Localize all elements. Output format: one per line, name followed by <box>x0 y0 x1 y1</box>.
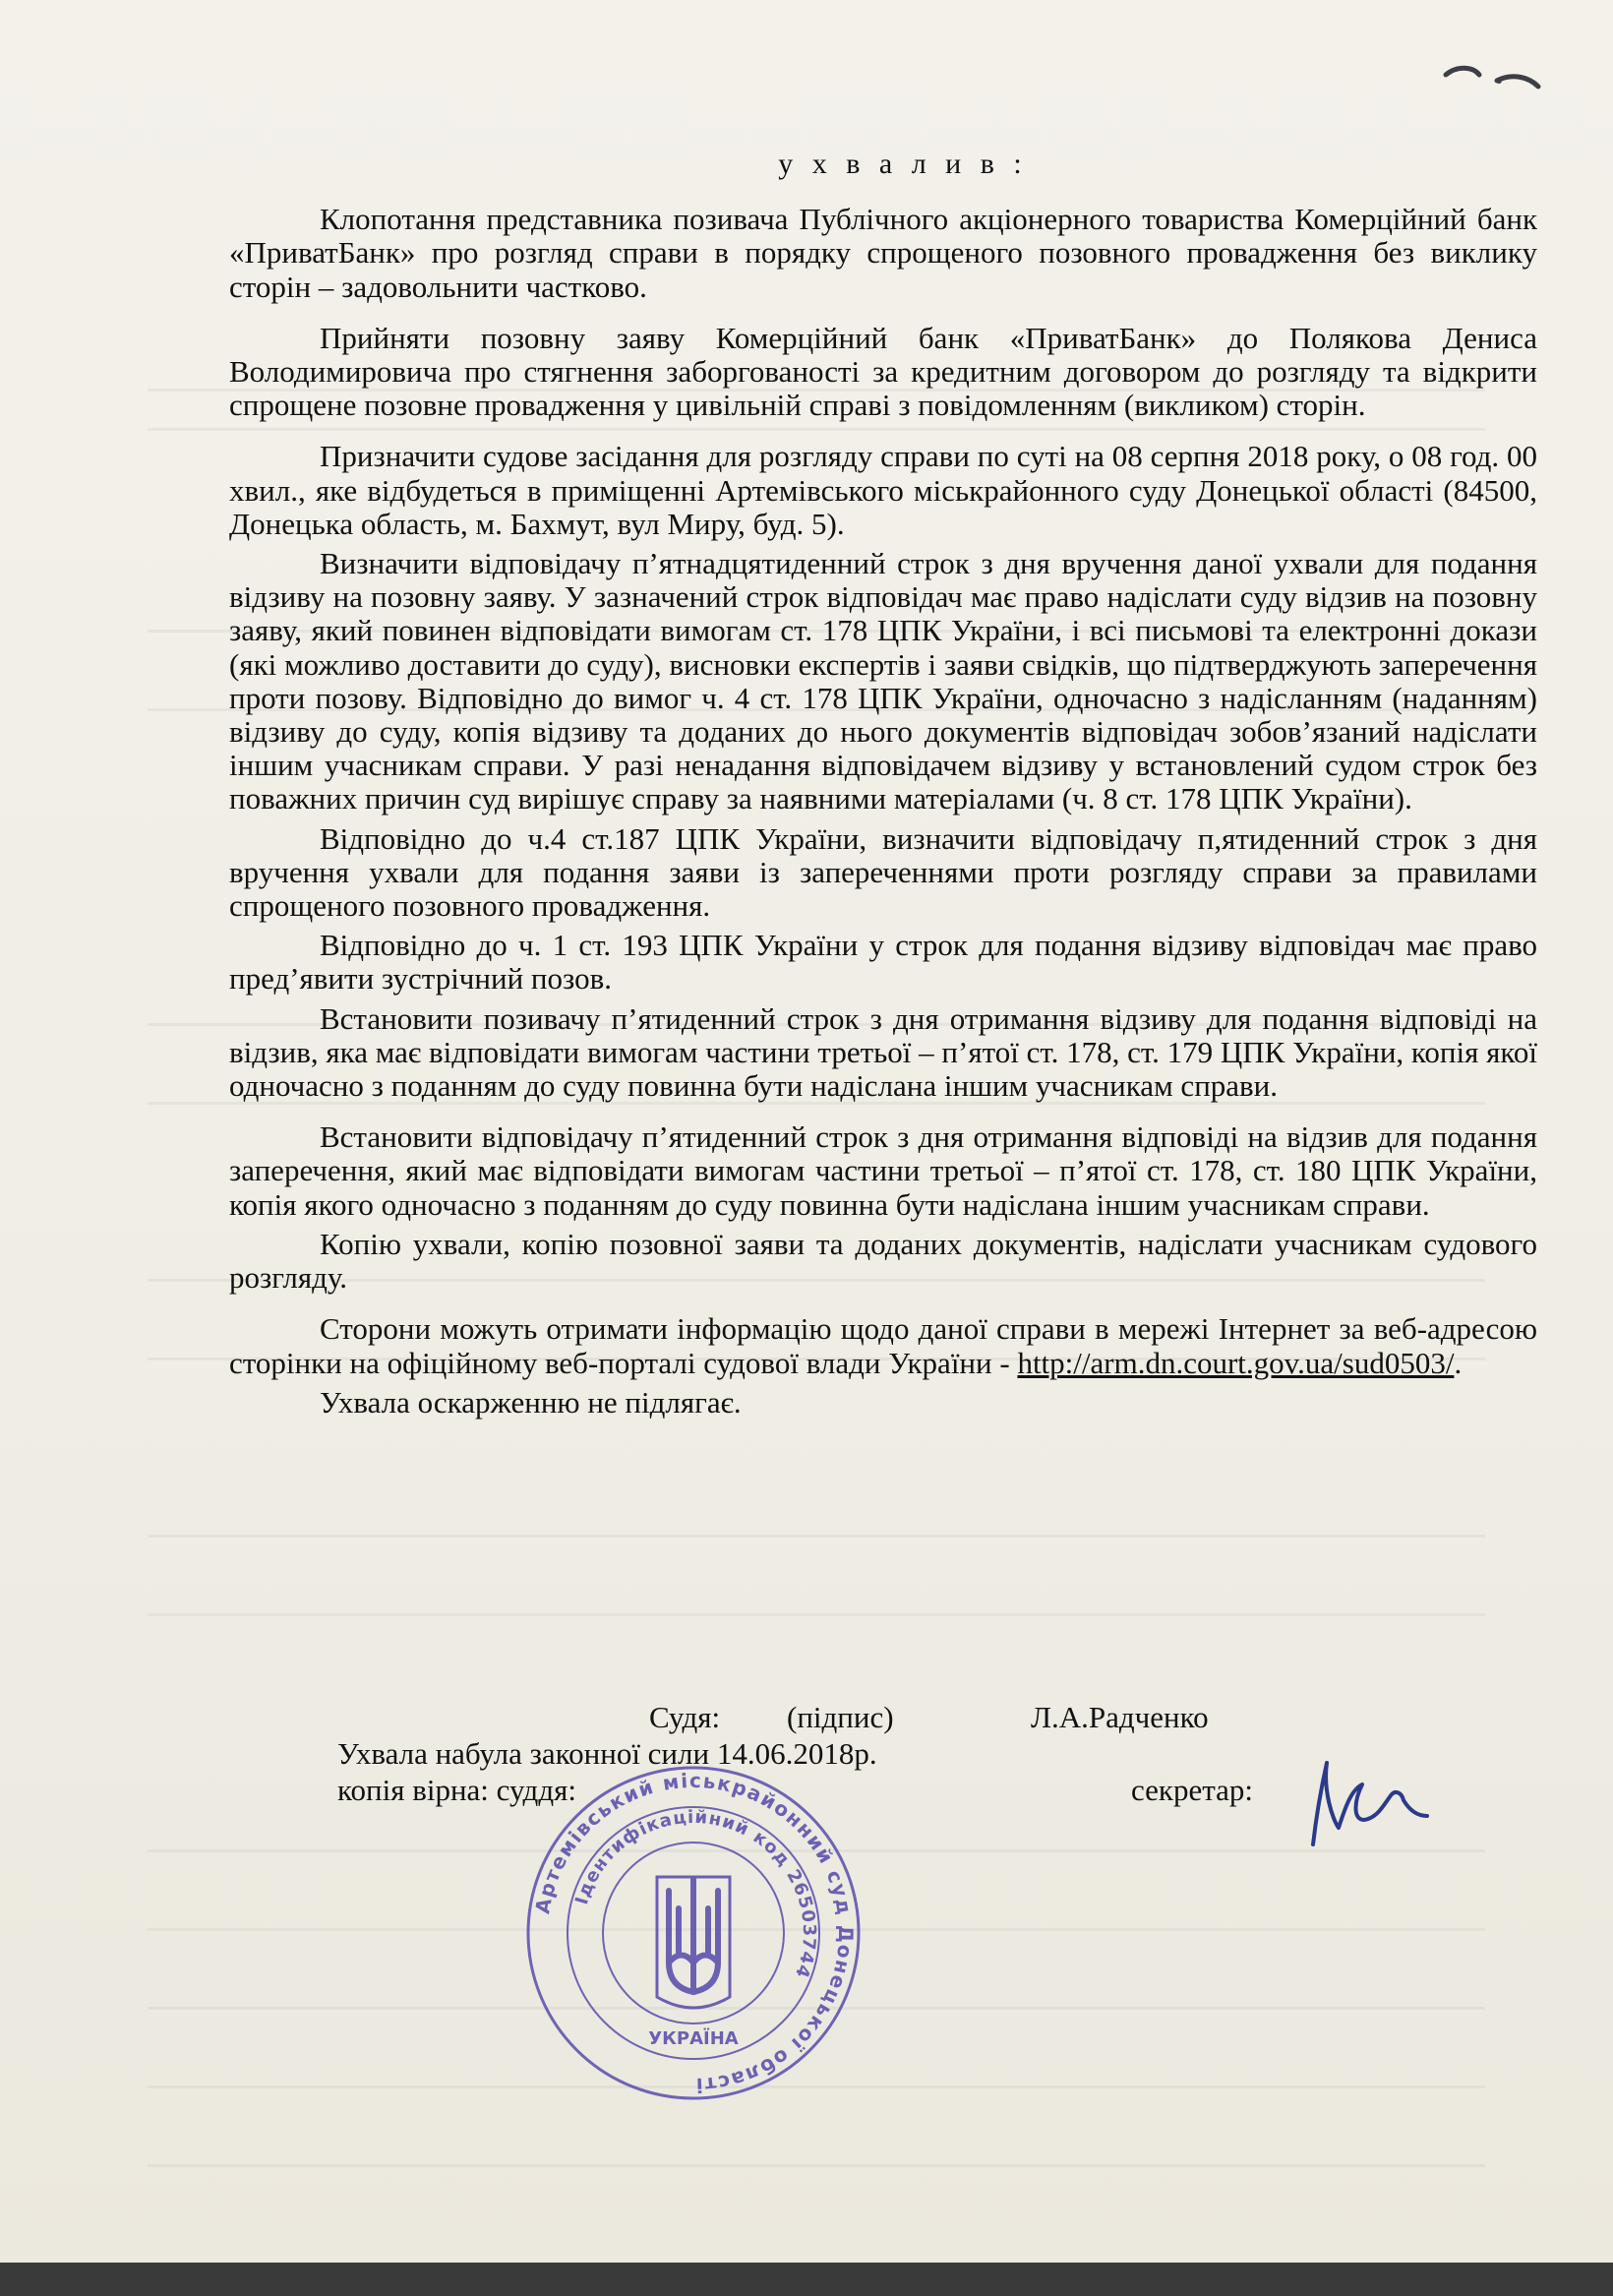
court-seal-stamp <box>521 1761 866 2105</box>
effective-line: Ухвала набула законної сили 14.06.2018р. <box>337 1736 877 1771</box>
paragraph-plaintiff-reply: Встановити позивачу п’ятиденний строк з дня отримання відзиву для подання відповіді на відзив, яка має відповідати вимогам частини третьої – п’ятої ст. 178, ст. 179 ЦПК України, копія якої одночасно з поданням до суду повинна бути надіслана іншим учасникам справи. <box>229 1000 1537 1104</box>
ruling-heading: у х в а л и в : <box>778 148 1028 180</box>
secretary-signature-icon <box>1293 1751 1431 1859</box>
paragraph-hearing-date: Призначити судове засідання для розгляду справи по суті на 08 серпня 2018 року, о 08 год. 00 хвил., яке відбудеться в приміщенні Артемівського міськрайонного суду Донецької області (84500, Донецька область, м. Бахмут, вул Миру, буд. 5). <box>229 439 1537 541</box>
paragraph-portal-info <box>229 1312 1537 1379</box>
portal-tail: . <box>1454 1345 1463 1380</box>
judge-signature-row <box>0 1700 1613 1739</box>
stamp-country: УКРАЇНА <box>648 2028 739 2049</box>
ruling-body <box>229 148 1537 1420</box>
signature-placeholder: (підпис) <box>787 1700 894 1734</box>
paragraph-no-appeal: Ухвала оскарженню не підлягає. <box>320 1384 742 1420</box>
paragraph-response-deadline: Визначити відповідачу п’ятнадцятиденний строк з дня вручення даної ухвали для подання відзиву на позовну заяву. У зазначений строк відповідач має право надіслати суду відзив на позовну заяву, який повинен відповідати вимогам ст. 178 ЦПК України, і всі письмові та електронні докази (які можливо доставити до суду), висновки експертів і заяви свідків, що підтверджують заперечення проти позову. Відповідно до вимог ч. 4 ст. 178 ЦПК України, одночасно з надісланням (наданням) відзиву до суду, копія відзиву та доданих до нього документів відповідач зобов’язаний надіслати іншим учасникам справи. У разі ненадання відповідачем відзиву у встановлений судом строк без поважних причин суд вирішує справу за наявними матеріалами (ч. 8 ст. 178 ЦПК України). <box>229 546 1537 816</box>
stamp-ring-text: Артемівський міськрайонний суд Донецької області <box>530 1768 859 2098</box>
stamp-inner-text: Ідентифікаційний код 26503744 <box>571 1806 820 1981</box>
portal-text: Сторони можуть отримати інформацію щодо даної справи в мережі Інтернет за веб-адресою сторінки на офіційному веб-порталі судової влади України - <box>229 1311 1537 1380</box>
paragraph-counterclaim: Відповідно до ч. 1 ст. 193 ЦПК України у строк для подання відзиву відповідач має право пред’явити зустрічний позов. <box>229 928 1537 997</box>
paragraph-accept-claim: Прийняти позовну заяву Комерційний банк «ПриватБанк» до Полякова Дениса Володимировича про стягнення заборгованості за кредитним договором до розгляду та відкрити спрощене позовне провадження у цивільній справі з повідомленням (викликом) сторін. <box>229 320 1537 423</box>
scan-bottom-edge <box>0 2263 1613 2296</box>
judge-label: Судя: <box>649 1700 721 1734</box>
paragraph-send-copies: Копію ухвали, копію позовної заяви та доданих документів, надіслати учасникам судового розгляду. <box>229 1226 1537 1296</box>
court-portal-link[interactable]: http://arm.dn.court.gov.ua/sud0503/ <box>1017 1345 1455 1380</box>
paragraph-objections: Відповідно до ч.4 ст.187 ЦПК України, визначити відповідачу п,ятиденний строк з дня вручення ухвали для подання заяви із запереченнями проти розгляду справи за правилами спрощеного позовного провадження. <box>229 820 1537 924</box>
trident-icon <box>657 1877 730 2008</box>
copy-label: копія вірна: суддя: <box>337 1773 576 1807</box>
secretary-label: секретар: <box>1131 1773 1254 1807</box>
judge-name: Л.А.Радченко <box>1031 1700 1209 1734</box>
paper-clip-icon <box>1438 61 1546 100</box>
paragraph-defendant-objection: Встановити відповідачу п’ятиденний строк з дня отримання відповіді на відзив для подання заперечення, який має відповідати вимогам частини третьої – п’ятої ст. 178, ст. 180 ЦПК України, копія якого одночасно з поданням до суду повинна бути надіслана іншим учасникам справи. <box>229 1119 1537 1222</box>
paragraph-motion: Клопотання представника позивача Публічного акціонерного товариства Комерційний банк «ПриватБанк» про розгляд справи в порядку спрощеного позовного провадження без виклику сторін – задовольнити частково. <box>229 202 1537 304</box>
